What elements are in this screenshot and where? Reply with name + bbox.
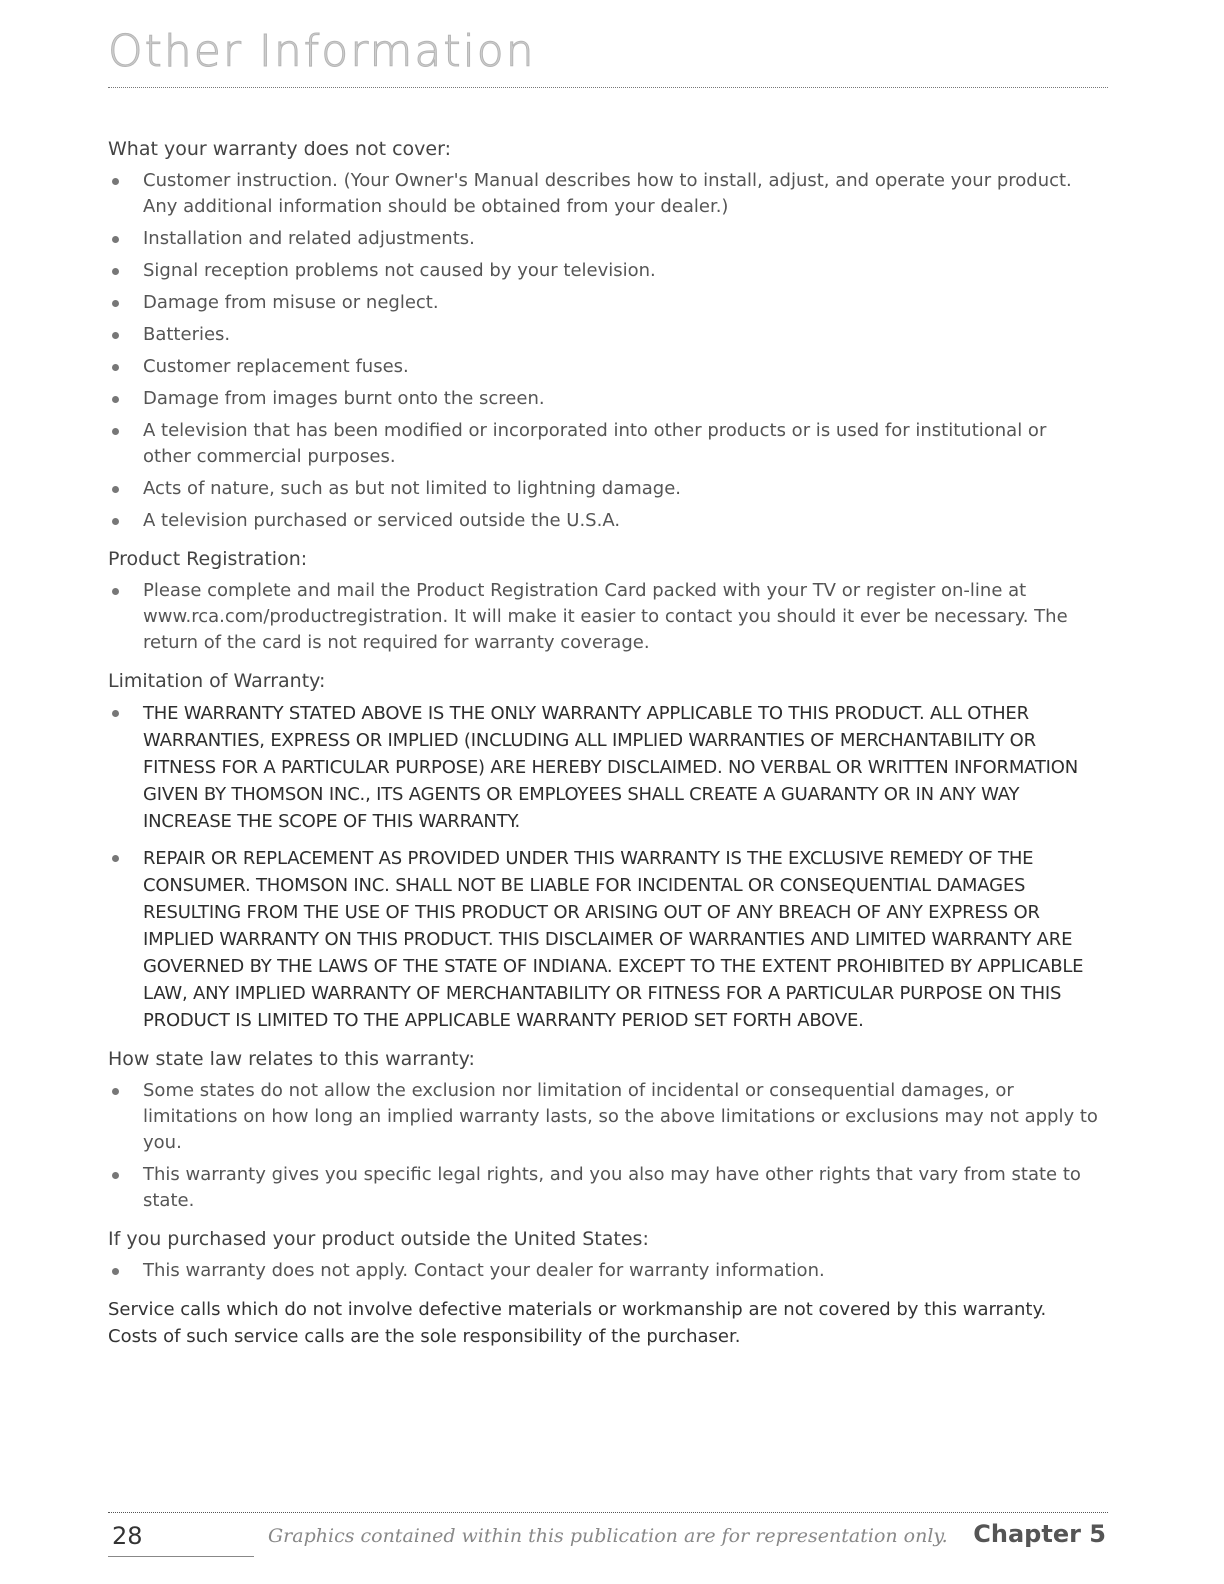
bullet-icon bbox=[112, 486, 119, 493]
list-item: REPAIR OR REPLACEMENT AS PROVIDED UNDER THIS WARRANTY IS THE EXCLUSIVE REMEDY OF THE CONSUMER. THOMSON INC. SHALL NOT BE LIABLE FOR INCIDENTAL OR CONSEQUENTIAL DAMAGES RESULTING FROM THE USE OF THIS PRODUCT OR ARISING OUT OF ANY BREACH OF ANY EXPRESS OR IMPLIED WARRANTY ON THIS PRODUCT. THIS DISCLAIMER OF WARRANTIES AND LIMITED WARRANTY ARE GOVERNED BY THE LAWS OF THE STATE OF INDIANA. EXCEPT TO THE EXTENT PROHIBITED BY APPLICABLE LAW, ANY IMPLIED WARRANTY OF MERCHANTABILITY OR FITNESS FOR A PARTICULAR PURPOSE ON THIS PRODUCT IS LIMITED TO THE APPLICABLE WARRANTY PERIOD SET FORTH ABOVE. bbox=[108, 845, 1098, 1034]
list-item: Installation and related adjustments. bbox=[108, 226, 1098, 252]
list-item: Some states do not allow the exclusion nor limitation of incidental or consequential damages, or limitations on how long an implied warranty lasts, so the above limitations or exclusions may not apply to you. bbox=[108, 1078, 1098, 1156]
bullet-list bbox=[108, 168, 1098, 534]
section-not-covered bbox=[108, 136, 1098, 534]
closing-paragraph: Service calls which do not involve defective materials or workmanship are not covered by this warranty. Costs of such service calls are the sole responsibility of the purchaser. bbox=[108, 1299, 1047, 1347]
section-outside-us bbox=[108, 1226, 1098, 1284]
bullet-icon bbox=[112, 300, 119, 307]
list-item: THE WARRANTY STATED ABOVE IS THE ONLY WARRANTY APPLICABLE TO THIS PRODUCT. ALL OTHER WARRANTIES, EXPRESS OR IMPLIED (INCLUDING ALL IMPLIED WARRANTIES OF MERCHANTABILITY OR FITNESS FOR A PARTICULAR PURPOSE) ARE HEREBY DISCLAIMED. NO VERBAL OR WRITTEN INFORMATION GIVEN BY THOMSON INC., ITS AGENTS OR EMPLOYEES SHALL CREATE A GUARANTY OR IN ANY WAY INCREASE THE SCOPE OF THIS WARRANTY. bbox=[108, 700, 1098, 835]
page-content bbox=[108, 136, 1098, 1350]
bullet-icon bbox=[112, 710, 119, 717]
footer-divider bbox=[108, 1512, 1108, 1513]
list-item: Customer instruction. (Your Owner's Manual describes how to install, adjust, and operate your product. Any additional information should be obtained from your dealer.) bbox=[108, 168, 1098, 220]
bullet-icon bbox=[112, 268, 119, 275]
bullet-icon bbox=[112, 1268, 119, 1275]
section-heading: Product Registration: bbox=[108, 548, 308, 570]
bullet-icon bbox=[112, 518, 119, 525]
bullet-icon bbox=[112, 396, 119, 403]
list-item: Signal reception problems not caused by your television. bbox=[108, 258, 1098, 284]
bullet-icon bbox=[112, 332, 119, 339]
list-item: Batteries. bbox=[108, 322, 1098, 348]
bullet-list bbox=[108, 1258, 1098, 1284]
page-number-underline bbox=[108, 1556, 254, 1557]
section-limitation-of-warranty bbox=[108, 668, 1098, 1034]
list-item: Damage from misuse or neglect. bbox=[108, 290, 1098, 316]
bullet-icon bbox=[112, 364, 119, 371]
bullet-icon bbox=[112, 178, 119, 185]
section-heading: Limitation of Warranty: bbox=[108, 670, 326, 692]
bullet-icon bbox=[112, 855, 119, 862]
page-title: Other Information bbox=[108, 26, 536, 77]
footer-note: Graphics contained within this publication are for representation only. bbox=[268, 1525, 948, 1547]
section-heading: What your warranty does not cover: bbox=[108, 138, 451, 160]
list-item: Customer replacement fuses. bbox=[108, 354, 1098, 380]
bullet-list bbox=[108, 1078, 1098, 1214]
title-divider bbox=[108, 87, 1108, 88]
section-product-registration bbox=[108, 546, 1098, 656]
bullet-list bbox=[108, 578, 1098, 656]
bullet-icon bbox=[112, 1172, 119, 1179]
page-number: 28 bbox=[112, 1522, 143, 1550]
bullet-list bbox=[108, 700, 1098, 1034]
list-item: A television purchased or serviced outside the U.S.A. bbox=[108, 508, 1098, 534]
section-heading: If you purchased your product outside the United States: bbox=[108, 1228, 649, 1250]
chapter-label: Chapter 5 bbox=[973, 1520, 1106, 1548]
list-item: Acts of nature, such as but not limited to lightning damage. bbox=[108, 476, 1098, 502]
section-state-law bbox=[108, 1046, 1098, 1214]
list-item: A television that has been modified or incorporated into other products or is used for institutional or other commercial purposes. bbox=[108, 418, 1098, 470]
list-item: Damage from images burnt onto the screen. bbox=[108, 386, 1098, 412]
section-heading: How state law relates to this warranty: bbox=[108, 1048, 475, 1070]
bullet-icon bbox=[112, 588, 119, 595]
list-item: Please complete and mail the Product Registration Card packed with your TV or register on-line at www.rca.com/productregistration. It will make it easier to contact you should it ever be necessary. The return of the card is not required for warranty coverage. bbox=[108, 578, 1098, 656]
bullet-icon bbox=[112, 236, 119, 243]
list-item: This warranty does not apply. Contact your dealer for warranty information. bbox=[108, 1258, 1098, 1284]
list-item: This warranty gives you specific legal rights, and you also may have other rights that vary from state to state. bbox=[108, 1162, 1098, 1214]
bullet-icon bbox=[112, 1088, 119, 1095]
bullet-icon bbox=[112, 428, 119, 435]
